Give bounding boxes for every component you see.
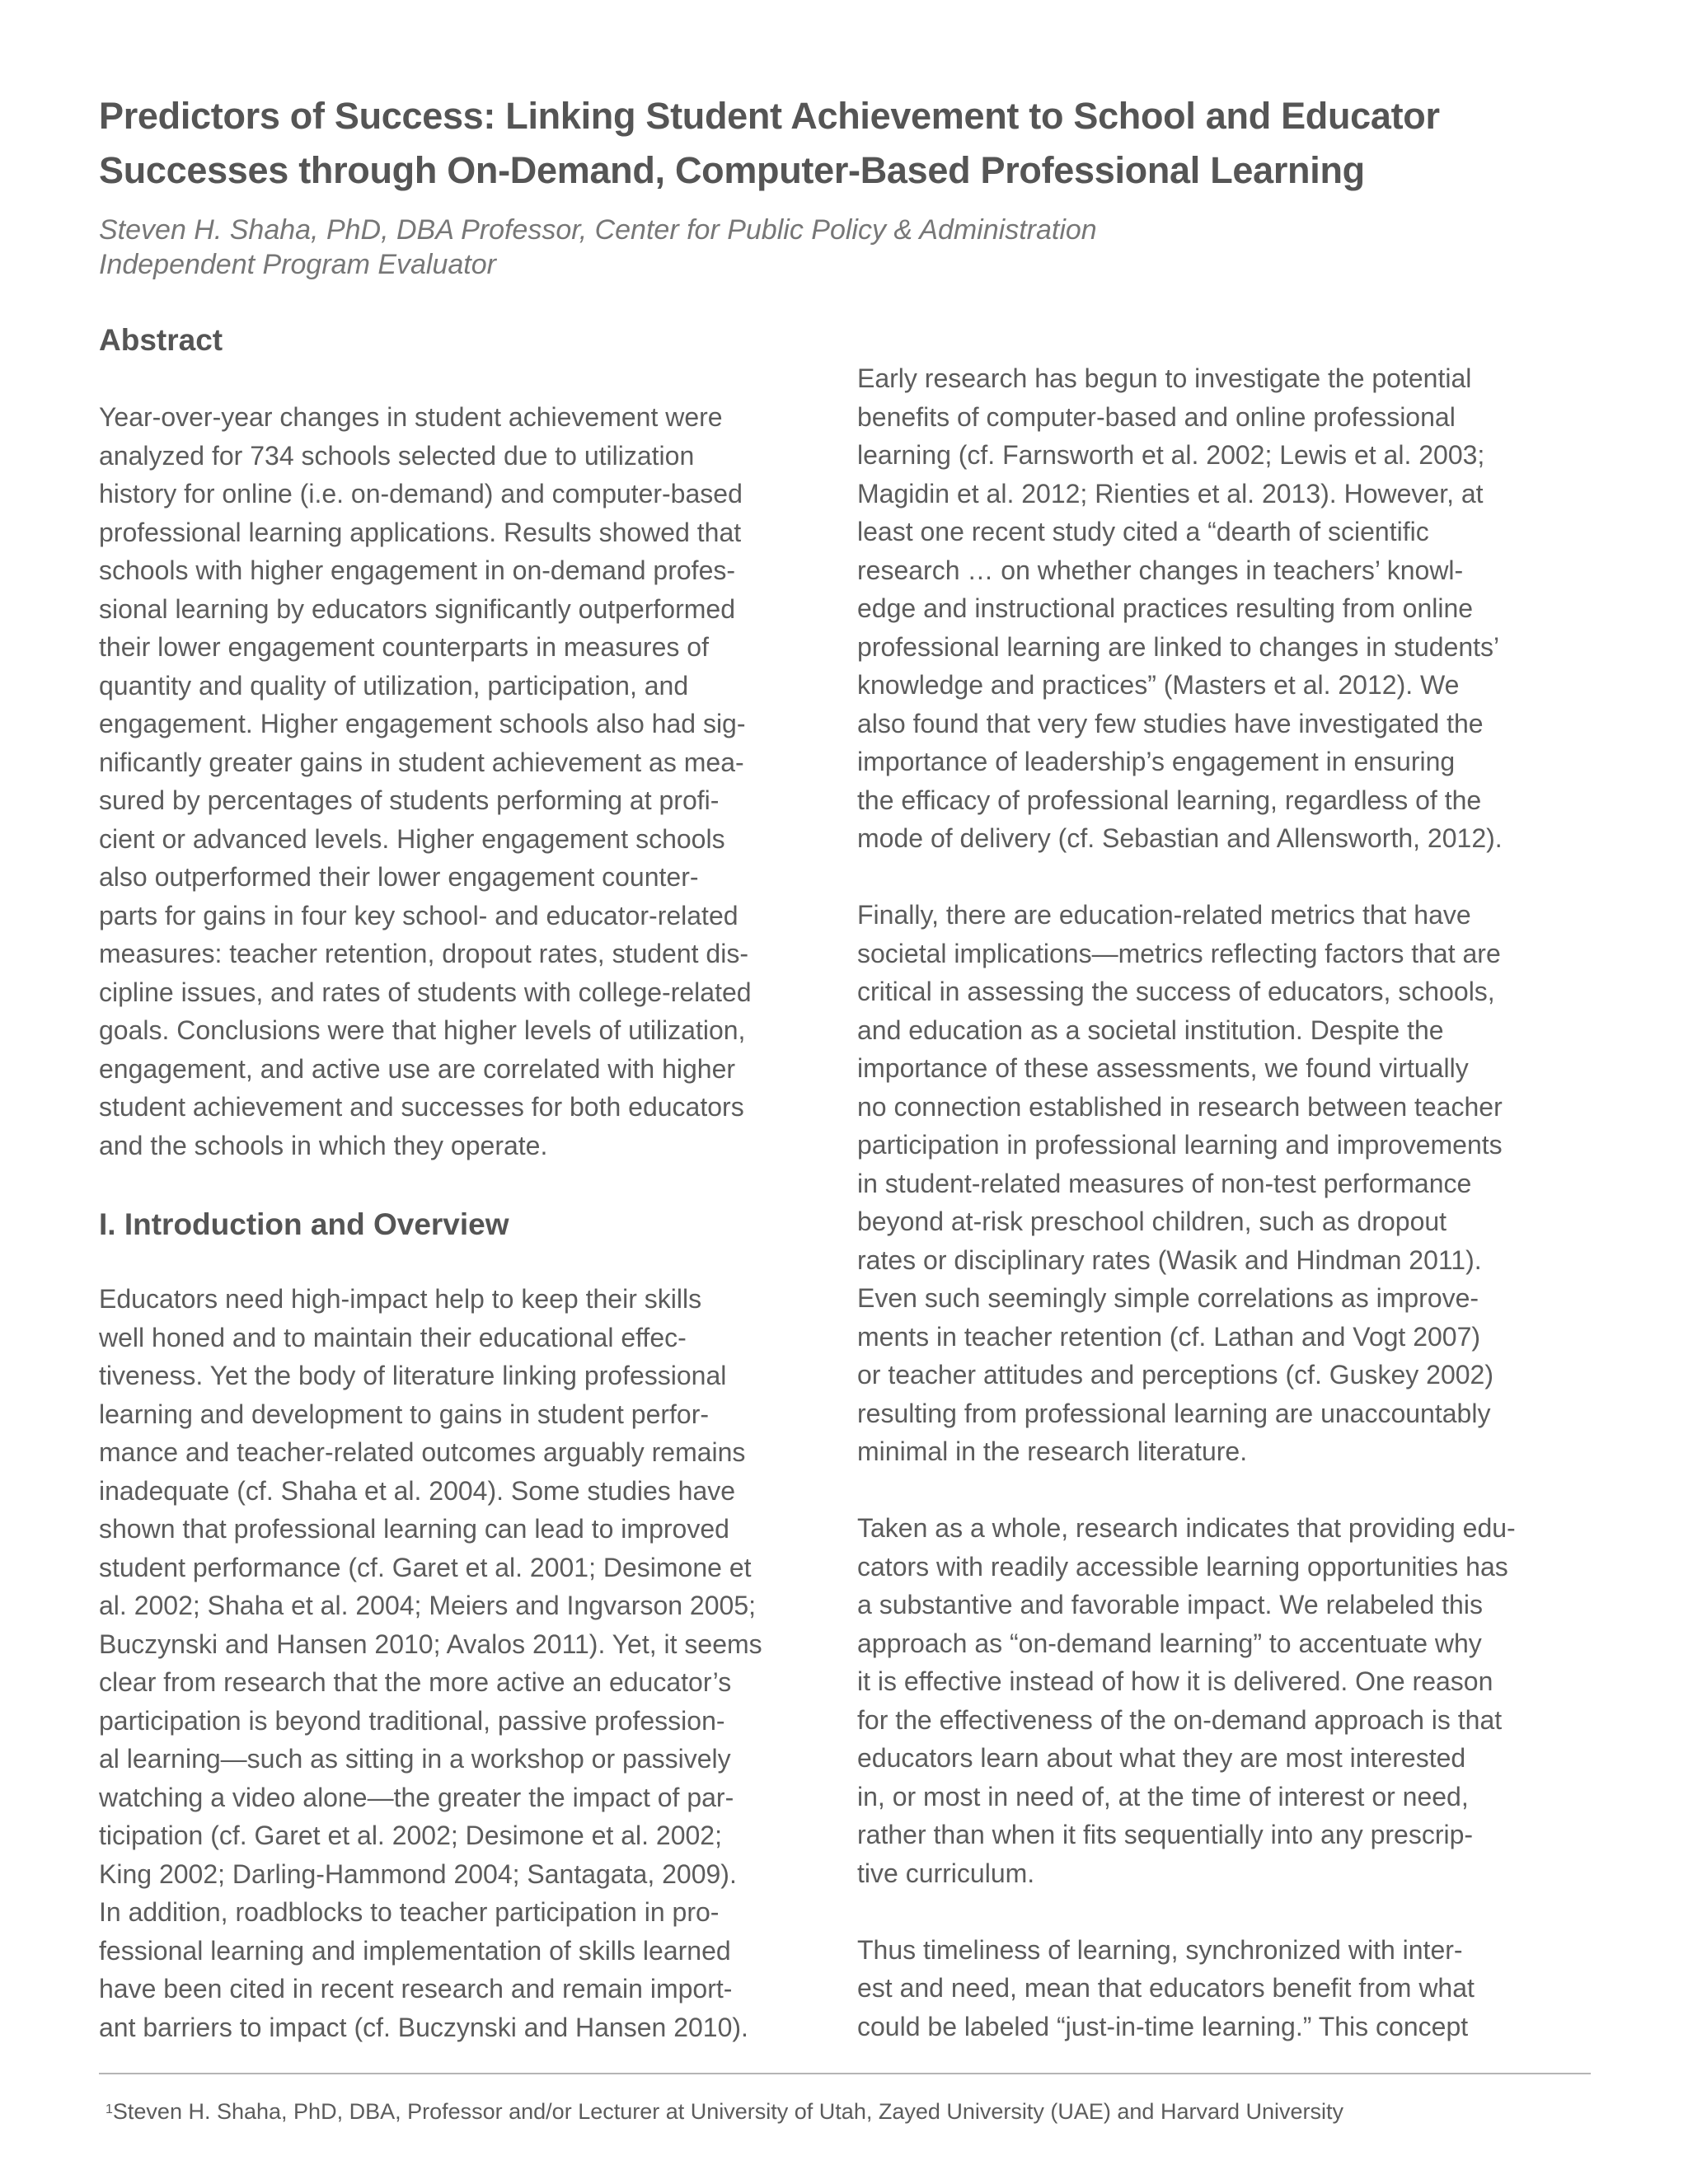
text-line: edge and instructional practices resulting from online xyxy=(857,593,1474,623)
text-line: Even such seemingly simple correlations as improve- xyxy=(857,1283,1479,1313)
text-line: professional learning are linked to changes in students’ xyxy=(857,631,1500,662)
text-line: the efficacy of professional learning, regardless of the xyxy=(857,785,1482,815)
text-line: importance of leadership’s engagement in ensuring xyxy=(857,747,1456,776)
body-paragraph xyxy=(857,1509,1582,1892)
text-line: critical in assessing the success of educators, schools, xyxy=(857,977,1495,1006)
text-line: a substantive and favorable impact. We relabeled this xyxy=(857,1590,1483,1619)
text-line: mode of delivery (cf. Sebastian and Allensworth, 2012). xyxy=(857,823,1503,853)
text-line: societal implications—metrics reflecting factors that are xyxy=(857,938,1501,968)
text-line: their lower engagement counterparts in measures of xyxy=(99,632,709,662)
text-line: watching a video alone—the greater the impact of par- xyxy=(99,1782,734,1812)
text-line: fessional learning and implementation of skills learned xyxy=(99,1935,731,1966)
text-line: Finally, there are education-related metrics that have xyxy=(857,900,1471,930)
text-line: In addition, roadblocks to teacher participation in pro- xyxy=(99,1897,720,1927)
introduction-heading: I. Introduction and Overview xyxy=(99,1207,509,1241)
text-line: Thus timeliness of learning, synchronized with inter- xyxy=(857,1934,1463,1965)
text-line: parts for gains in four key school- and educator-related xyxy=(99,900,738,930)
text-line: al. 2002; Shaha et al. 2004; Meiers and Ingvarson 2005; xyxy=(99,1591,756,1620)
footnote-text: Steven H. Shaha, PhD, DBA, Professor and/or Lecturer at University of Utah, Zayed University (UAE) and Harvard University xyxy=(112,2099,1344,2124)
text-line: shown that professional learning can lead to improved xyxy=(99,1514,729,1544)
text-line: Buczynski and Hansen 2010; Avalos 2011). Yet, it seems xyxy=(99,1629,762,1659)
body-paragraph xyxy=(857,1931,1582,2046)
text-line: ticipation (cf. Garet et al. 2002; Desimone et al. 2002; xyxy=(99,1821,722,1850)
text-line: Taken as a whole, research indicates that providing edu- xyxy=(857,1513,1516,1543)
text-line: and the schools in which they operate. xyxy=(99,1130,548,1160)
text-line: beyond at-risk preschool children, such as dropout xyxy=(857,1207,1447,1236)
text-line: Early research has begun to investigate the potential xyxy=(857,363,1472,393)
text-line: minimal in the research literature. xyxy=(857,1436,1248,1466)
text-line: resulting from professional learning are unaccountably xyxy=(857,1398,1491,1428)
text-line: it is effective instead of how it is delivered. One reason xyxy=(857,1666,1493,1696)
text-line: sional learning by educators significantly outperformed xyxy=(99,593,735,624)
text-line: ments in teacher retention (cf. Lathan and Vogt 2007) xyxy=(857,1321,1481,1352)
text-line: could be labeled “just-in-time learning.” This concept xyxy=(857,2011,1469,2041)
text-line: and education as a societal institution. Despite the xyxy=(857,1015,1444,1045)
introduction-paragraph xyxy=(99,1280,824,2046)
text-line: also found that very few studies have investigated the xyxy=(857,708,1484,738)
page-title xyxy=(99,89,1599,198)
text-line: rather than when it fits sequentially into any prescrip- xyxy=(857,1820,1474,1849)
text-line: participation is beyond traditional, passive profession- xyxy=(99,1705,725,1736)
text-line: est and need, mean that educators benefit from what xyxy=(857,1973,1475,2003)
text-line: knowledge and practices” (Masters et al. 2012). We xyxy=(857,670,1460,700)
text-line: professional learning applications. Results showed that xyxy=(99,517,742,547)
abstract-paragraph xyxy=(99,398,824,1165)
title-line: Predictors of Success: Linking Student Achievement to School and Educator xyxy=(99,95,1440,137)
text-line: mance and teacher-related outcomes arguably remains xyxy=(99,1437,746,1467)
text-line: rates or disciplinary rates (Wasik and Hindman 2011). xyxy=(857,1244,1482,1275)
text-line: King 2002; Darling-Hammond 2004; Santagata, 2009). xyxy=(99,1858,737,1889)
text-line: measures: teacher retention, dropout rates, student dis- xyxy=(99,939,748,968)
text-line: sured by percentages of students performing at profi- xyxy=(99,785,720,815)
text-line: engagement. Higher engagement schools also had sig- xyxy=(99,709,746,738)
text-line: engagement, and active use are correlated with higher xyxy=(99,1053,736,1084)
text-line: least one recent study cited a “dearth of scientific xyxy=(857,517,1429,546)
text-line: in, or most in need of, at the time of interest or need, xyxy=(857,1781,1469,1811)
introduction-body xyxy=(99,1280,824,2046)
text-line: research … on whether changes in teachers’ knowl- xyxy=(857,555,1464,585)
text-line: have been cited in recent research and remain import- xyxy=(99,1974,733,2004)
text-line: well honed and to maintain their educational effec- xyxy=(99,1322,687,1352)
text-line: participation in professional learning and improvements xyxy=(857,1130,1503,1160)
text-line: schools with higher engagement in on-demand profes- xyxy=(99,555,736,585)
text-line: clear from research that the more active an educator’s xyxy=(99,1667,732,1697)
text-line: nificantly greater gains in student achievement as mea- xyxy=(99,747,744,777)
body-paragraph xyxy=(857,359,1582,858)
text-line: benefits of computer-based and online professional xyxy=(857,401,1456,432)
text-line: ant barriers to impact (cf. Buczynski and Hansen 2010). xyxy=(99,2012,748,2042)
byline-line: Independent Program Evaluator xyxy=(99,249,496,280)
text-line: Magidin et al. 2012; Rienties et al. 2013). However, at xyxy=(857,478,1484,509)
abstract-body xyxy=(99,398,824,1165)
text-line: Year-over-year changes in student achievement were xyxy=(99,402,723,432)
text-line: or teacher attitudes and perceptions (cf. Guskey 2002) xyxy=(857,1360,1493,1390)
text-line: importance of these assessments, we found virtually xyxy=(857,1053,1469,1083)
footnote-marker: 1 xyxy=(106,2102,113,2116)
text-line: student performance (cf. Garet et al. 2001; Desimone et xyxy=(99,1552,752,1582)
text-line: also outperformed their lower engagement counter- xyxy=(99,862,699,892)
text-line: quantity and quality of utilization, participation, and xyxy=(99,670,689,701)
text-line: cators with readily accessible learning opportunities has xyxy=(857,1551,1508,1582)
text-line: student achievement and successes for both educators xyxy=(99,1092,744,1122)
text-line: educators learn about what they are most interested xyxy=(857,1743,1466,1773)
title-line: Successes through On-Demand, Computer-Based Professional Learning xyxy=(99,149,1365,191)
right-column-body xyxy=(857,359,1582,2046)
text-line: al learning—such as sitting in a workshop or passively xyxy=(99,1744,731,1774)
text-line: in student-related measures of non-test performance xyxy=(857,1168,1472,1198)
text-line: tiveness. Yet the body of literature linking professional xyxy=(99,1361,727,1390)
text-line: goals. Conclusions were that higher levels of utilization, xyxy=(99,1015,746,1045)
footnote xyxy=(106,2097,1589,2125)
text-line: analyzed for 734 schools selected due to utilization xyxy=(99,440,695,471)
abstract-heading: Abstract xyxy=(99,323,223,357)
byline-line: Steven H. Shaha, PhD, DBA Professor, Center for Public Policy & Administration xyxy=(99,214,1097,246)
text-line: for the effectiveness of the on-demand approach is that xyxy=(857,1704,1503,1735)
text-line: inadequate (cf. Shaha et al. 2004). Some studies have xyxy=(99,1475,736,1506)
text-line: cient or advanced levels. Higher engagement schools xyxy=(99,823,725,854)
text-line: no connection established in research between teacher xyxy=(857,1091,1503,1122)
text-line: approach as “on-demand learning” to accentuate why xyxy=(857,1628,1482,1658)
author-byline xyxy=(99,213,1335,282)
text-line: Educators need high-impact help to keep their skills xyxy=(99,1284,702,1314)
footnote-divider xyxy=(99,2073,1591,2074)
text-line: cipline issues, and rates of students with college-related xyxy=(99,977,752,1007)
text-line: tive curriculum. xyxy=(857,1858,1035,1888)
body-paragraph xyxy=(857,896,1582,1471)
text-line: learning and development to gains in student perfor- xyxy=(99,1399,710,1429)
text-line: history for online (i.e. on-demand) and computer-based xyxy=(99,479,743,509)
text-line: learning (cf. Farnsworth et al. 2002; Lewis et al. 2003; xyxy=(857,440,1485,470)
